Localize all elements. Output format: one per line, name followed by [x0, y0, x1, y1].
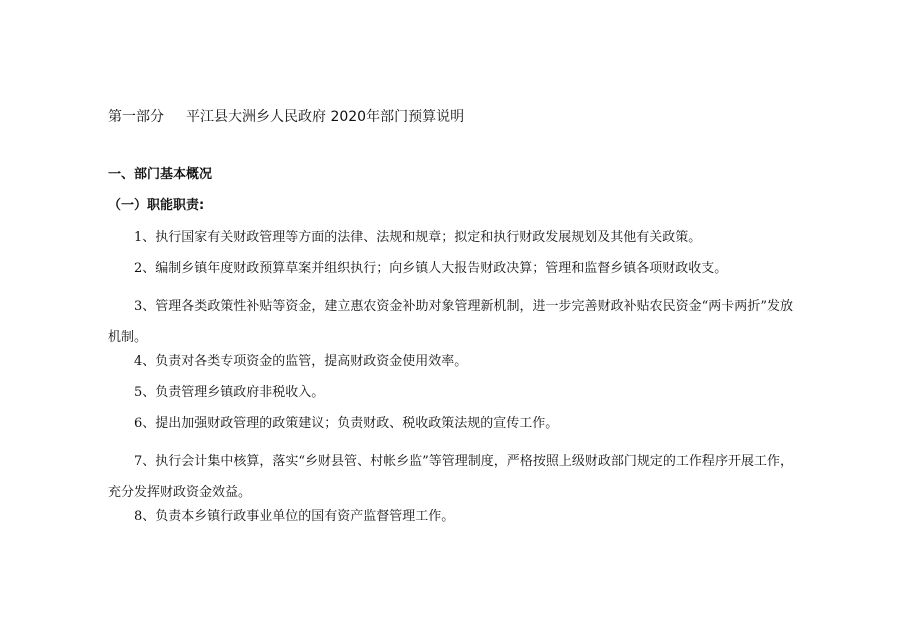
title-part-label: 第一部分	[108, 109, 164, 125]
list-item-4: 4、负责对各类专项资金的监管，提高财政资金使用效率。	[134, 354, 468, 369]
list-item-8: 8、负责本乡镇行政事业单位的国有资产监督管理工作。	[134, 509, 455, 524]
list-item-6: 6、提出加强财政管理的政策建议；负责财政、税收政策法规的宣传工作。	[134, 416, 559, 431]
section-heading-basic-overview: 一、部门基本概况	[108, 167, 213, 182]
list-item-7: 7、执行会计集中核算，落实“乡财县管、村帐乡监”等管理制度，严格按照上级财政部门规定的工作程序开展工作，充分发挥财政资金效益。	[108, 454, 793, 500]
document-title	[108, 108, 464, 126]
subsection-heading-functions: （一）职能职责:	[108, 198, 205, 213]
list-item-1: 1、执行国家有关财政管理等方面的法律、法规和规章；拟定和执行财政发展规划及其他有关政策。	[134, 230, 702, 245]
list-item-5: 5、负责管理乡镇政府非税收入。	[134, 385, 325, 400]
list-item-2: 2、编制乡镇年度财政预算草案并组织执行；向乡镇人大报告财政决算；管理和监督乡镇各项财政收支。	[134, 261, 728, 276]
list-item-3: 3、管理各类政策性补贴等资金，建立惠农资金补助对象管理新机制，进一步完善财政补贴农民资金“两卡两折”发放机制。	[108, 299, 793, 345]
title-text: 平江县大洲乡人民政府 2020年部门预算说明	[186, 109, 465, 125]
